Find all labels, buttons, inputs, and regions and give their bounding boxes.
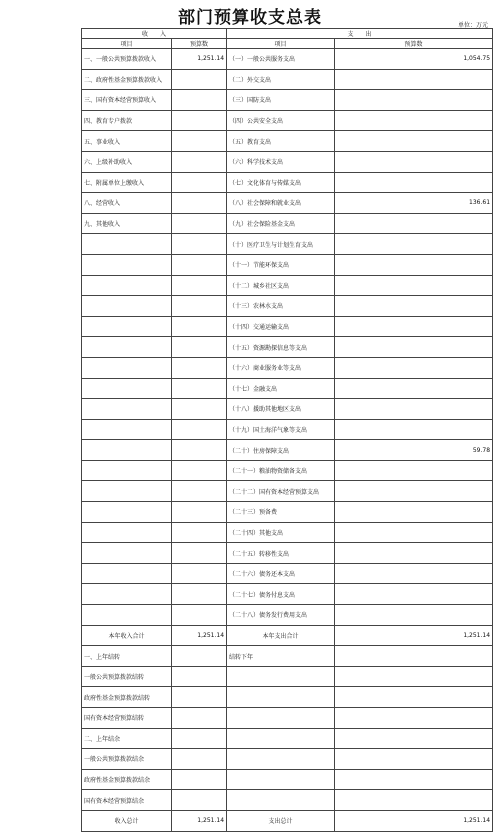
income-value-cell (172, 687, 227, 708)
table-row (82, 543, 493, 564)
expense-item-cell: （二十八）债务发行费用支出 (227, 605, 335, 626)
table-row (82, 399, 493, 420)
table-row (82, 728, 493, 749)
income-item-cell (82, 296, 172, 317)
expense-item-cell (227, 728, 335, 749)
income-value-cell (172, 151, 227, 172)
expense-value-cell: 136.61 (335, 193, 493, 214)
income-value-cell (172, 543, 227, 564)
expense-item-cell: （二十）住房保障支出 (227, 440, 335, 461)
table-row (82, 254, 493, 275)
table-row (82, 749, 493, 770)
table-row (82, 193, 493, 214)
income-value-cell (172, 357, 227, 378)
income-item-cell (82, 399, 172, 420)
table-row (82, 584, 493, 605)
expense-value-cell (335, 69, 493, 90)
income-value-cell (172, 605, 227, 626)
expense-item-cell: （二）外交支出 (227, 69, 335, 90)
expense-item-cell: （二十七）债务付息支出 (227, 584, 335, 605)
income-value-cell (172, 213, 227, 234)
income-item-cell (82, 275, 172, 296)
table-row (82, 440, 493, 461)
income-item-cell (82, 440, 172, 461)
expense-value-cell (335, 234, 493, 255)
expense-item-cell: （二十六）债务还本支出 (227, 563, 335, 584)
income-item-cell (82, 419, 172, 440)
income-item-cell: 本年收入合计 (82, 625, 172, 646)
table-row (82, 687, 493, 708)
expense-value-cell (335, 605, 493, 626)
table-row (82, 151, 493, 172)
income-value-cell: 1,251.14 (172, 625, 227, 646)
income-item-cell (82, 502, 172, 523)
income-value-cell (172, 666, 227, 687)
table-row (82, 708, 493, 729)
income-value-cell (172, 337, 227, 358)
table-row (82, 49, 493, 70)
table-row (82, 481, 493, 502)
income-item-cell: 四、教育专户拨款 (82, 110, 172, 131)
income-value-cell (172, 769, 227, 790)
income-item-cell: 一、上年结转 (82, 646, 172, 667)
expense-value-cell (335, 90, 493, 111)
income-value-cell (172, 69, 227, 90)
income-item-cell (82, 316, 172, 337)
income-value-cell (172, 646, 227, 667)
expense-value-cell (335, 502, 493, 523)
table-row (82, 502, 493, 523)
income-item-cell: 国有资本经营预算结转 (82, 708, 172, 729)
income-value-cell (172, 708, 227, 729)
expense-value-cell (335, 378, 493, 399)
expense-value-cell (335, 357, 493, 378)
expense-budget-header: 预算数 (335, 39, 493, 49)
expense-value-cell (335, 419, 493, 440)
expense-item-cell: （十二）城乡社区支出 (227, 275, 335, 296)
income-item-cell (82, 234, 172, 255)
expense-item-cell: （二十四）其他支出 (227, 522, 335, 543)
income-value-cell: 1,251.14 (172, 810, 227, 831)
income-value-cell (172, 193, 227, 214)
table-row (82, 419, 493, 440)
expense-item-cell: （十九）国土海洋气象等支出 (227, 419, 335, 440)
expense-value-cell (335, 522, 493, 543)
expense-value-cell: 1,251.14 (335, 810, 493, 831)
expense-item-cell: （十四）交通运输支出 (227, 316, 335, 337)
table-row (82, 337, 493, 358)
expense-value-cell (335, 584, 493, 605)
unit-label: 单位：万元 (457, 22, 488, 29)
table-row (82, 90, 493, 111)
table-row (82, 810, 493, 831)
income-value-cell (172, 522, 227, 543)
income-value-cell (172, 254, 227, 275)
expense-item-cell: （十六）商业服务业等支出 (227, 357, 335, 378)
income-item-cell (82, 481, 172, 502)
expense-item-cell: （二十一）粮油物资储备支出 (227, 460, 335, 481)
income-item-cell: 一般公共预算拨款结转 (82, 666, 172, 687)
expense-item-cell: （九）社会保险基金支出 (227, 213, 335, 234)
income-item-cell (82, 563, 172, 584)
expense-value-cell (335, 275, 493, 296)
expense-item-cell: （十）医疗卫生与计划生育支出 (227, 234, 335, 255)
table-row (82, 378, 493, 399)
expense-item-cell: 结转下年 (227, 646, 335, 667)
income-value-cell (172, 440, 227, 461)
table-row (82, 172, 493, 193)
table-row (82, 790, 493, 811)
expense-value-cell (335, 749, 493, 770)
table-row (82, 357, 493, 378)
expense-value-cell (335, 666, 493, 687)
expense-value-cell (335, 172, 493, 193)
income-item-cell (82, 337, 172, 358)
income-value-cell (172, 296, 227, 317)
income-item-cell (82, 378, 172, 399)
expense-value-cell (335, 728, 493, 749)
income-item-cell (82, 543, 172, 564)
income-item-cell: 九、其他收入 (82, 213, 172, 234)
expense-item-cell: （二十五）转移性支出 (227, 543, 335, 564)
table-row (82, 769, 493, 790)
expense-item-cell: （十三）农林水支出 (227, 296, 335, 317)
expense-value-cell (335, 254, 493, 275)
income-value-cell (172, 234, 227, 255)
expense-value-cell (335, 790, 493, 811)
income-value-cell (172, 275, 227, 296)
expense-item-cell: （一）一般公共服务支出 (227, 49, 335, 70)
expense-value-cell (335, 481, 493, 502)
income-item-cell: 三、国有资本经营预算收入 (82, 90, 172, 111)
income-value-cell (172, 316, 227, 337)
expense-item-cell: （二十二）国有资本经营预算支出 (227, 481, 335, 502)
income-item-cell (82, 584, 172, 605)
income-item-cell: 七、附属单位上缴收入 (82, 172, 172, 193)
expense-item-cell: （四）公共安全支出 (227, 110, 335, 131)
income-header: 收 入 (82, 29, 227, 39)
income-value-cell (172, 110, 227, 131)
expense-item-cell: （十五）资源勘探信息等支出 (227, 337, 335, 358)
income-item-cell (82, 522, 172, 543)
table-row (82, 522, 493, 543)
expense-header: 支 出 (227, 29, 493, 39)
table-row (82, 213, 493, 234)
table-row (82, 563, 493, 584)
table-row (82, 666, 493, 687)
income-value-cell (172, 460, 227, 481)
income-value-cell (172, 502, 227, 523)
expense-item-cell: （八）社会保障和就业支出 (227, 193, 335, 214)
table-row (82, 316, 493, 337)
income-item-cell: 一般公共预算拨款结余 (82, 749, 172, 770)
expense-value-cell (335, 337, 493, 358)
expense-item-cell (227, 769, 335, 790)
table-row (82, 296, 493, 317)
table-row (82, 625, 493, 646)
income-item-cell: 政府性基金预算拨款结转 (82, 687, 172, 708)
expense-value-cell (335, 543, 493, 564)
income-budget-header: 预算数 (172, 39, 227, 49)
expense-item-cell: （十八）援助其他地区支出 (227, 399, 335, 420)
expense-value-cell: 1,251.14 (335, 625, 493, 646)
expense-item-header: 项目 (227, 39, 335, 49)
income-value-cell: 1,251.14 (172, 49, 227, 70)
income-value-cell (172, 749, 227, 770)
expense-item-cell (227, 749, 335, 770)
table-header-group-row (82, 29, 493, 39)
income-item-header: 项目 (82, 39, 172, 49)
expense-item-cell (227, 790, 335, 811)
expense-value-cell (335, 769, 493, 790)
expense-item-cell: （十一）节能环保支出 (227, 254, 335, 275)
page-title: 部门预算收支总表 (178, 8, 322, 28)
expense-value-cell: 59.78 (335, 440, 493, 461)
income-value-cell (172, 728, 227, 749)
expense-item-cell: （二十三）预备费 (227, 502, 335, 523)
budget-table (81, 28, 493, 832)
income-value-cell (172, 419, 227, 440)
expense-value-cell (335, 110, 493, 131)
expense-value-cell (335, 399, 493, 420)
table-row (82, 646, 493, 667)
expense-value-cell (335, 151, 493, 172)
expense-item-cell (227, 708, 335, 729)
income-value-cell (172, 172, 227, 193)
expense-item-cell: （十七）金融支出 (227, 378, 335, 399)
expense-value-cell (335, 708, 493, 729)
income-value-cell (172, 790, 227, 811)
expense-value-cell (335, 131, 493, 152)
table-row (82, 234, 493, 255)
expense-item-cell: （七）文化体育与传媒支出 (227, 172, 335, 193)
income-item-cell: 五、事业收入 (82, 131, 172, 152)
expense-value-cell (335, 563, 493, 584)
expense-value-cell (335, 316, 493, 337)
income-item-cell: 收入总计 (82, 810, 172, 831)
income-value-cell (172, 378, 227, 399)
income-item-cell (82, 605, 172, 626)
expense-item-cell: （六）科学技术支出 (227, 151, 335, 172)
income-item-cell (82, 254, 172, 275)
income-value-cell (172, 399, 227, 420)
income-value-cell (172, 131, 227, 152)
table-row (82, 275, 493, 296)
income-item-cell (82, 357, 172, 378)
income-value-cell (172, 584, 227, 605)
income-item-cell: 国有资本经营预算结余 (82, 790, 172, 811)
expense-value-cell (335, 296, 493, 317)
expense-value-cell (335, 460, 493, 481)
income-value-cell (172, 563, 227, 584)
table-row (82, 131, 493, 152)
table-header-row (82, 39, 493, 49)
expense-value-cell (335, 687, 493, 708)
income-item-cell: 八、经营收入 (82, 193, 172, 214)
expense-item-cell: 本年支出合计 (227, 625, 335, 646)
income-item-cell: 政府性基金预算拨款结余 (82, 769, 172, 790)
expense-item-cell: （五）教育支出 (227, 131, 335, 152)
expense-item-cell (227, 666, 335, 687)
income-value-cell (172, 481, 227, 502)
table-row (82, 110, 493, 131)
income-value-cell (172, 90, 227, 111)
table-row (82, 69, 493, 90)
expense-value-cell (335, 213, 493, 234)
expense-item-cell: 支出总计 (227, 810, 335, 831)
expense-item-cell: （三）国防支出 (227, 90, 335, 111)
expense-item-cell (227, 687, 335, 708)
income-item-cell: 二、上年结余 (82, 728, 172, 749)
income-item-cell: 六、上级补助收入 (82, 151, 172, 172)
income-item-cell: 一、一般公共预算拨款收入 (82, 49, 172, 70)
expense-value-cell: 1,054.75 (335, 49, 493, 70)
income-item-cell (82, 460, 172, 481)
table-row (82, 460, 493, 481)
income-item-cell: 二、政府性基金预算拨款收入 (82, 69, 172, 90)
expense-value-cell (335, 646, 493, 667)
table-row (82, 605, 493, 626)
